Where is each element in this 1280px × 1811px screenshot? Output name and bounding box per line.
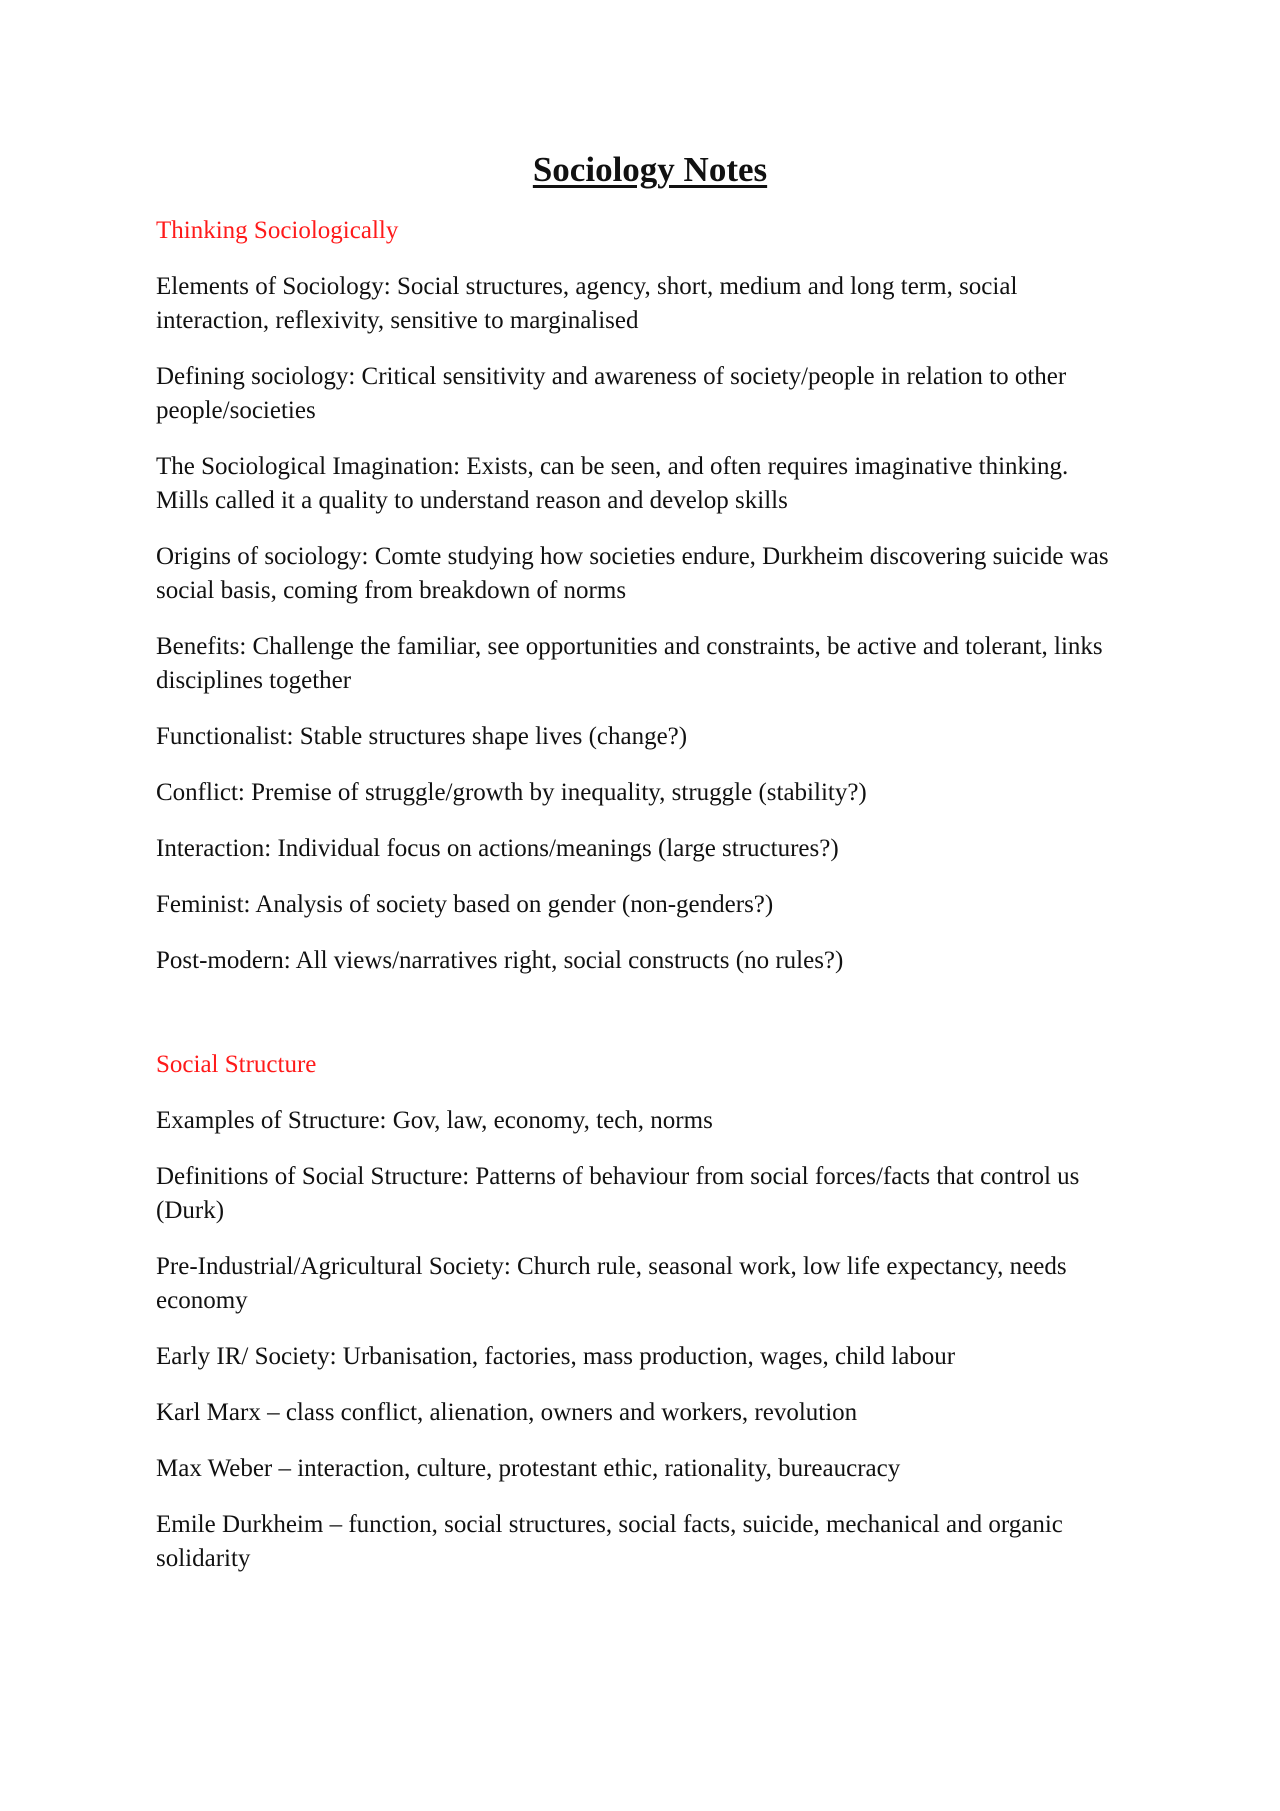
section-thinking-sociologically [156, 214, 1126, 978]
paragraph-conflict: Conflict: Premise of struggle/growth by inequality, struggle (stability?) [156, 779, 867, 807]
paragraph-post-modern: Post-modern: All views/narratives right, social constructs (no rules?) [156, 947, 844, 975]
paragraph-defining-sociology: Defining sociology: Critical sensitivity and awareness of society/people in relation to other people/societies [156, 363, 1067, 425]
section-heading: Thinking Sociologically [156, 217, 399, 245]
paragraph-examples-of-structure: Examples of Structure: Gov, law, economy, tech, norms [156, 1107, 713, 1135]
paragraph-sociological-imagination: The Sociological Imagination: Exists, can be seen, and often requires imaginative thinking. Mills called it a quality to understand reason and develop skills [156, 453, 1069, 515]
paragraph-max-weber: Max Weber – interaction, culture, protestant ethic, rationality, bureaucracy [156, 1455, 901, 1483]
paragraph-benefits: Benefits: Challenge the familiar, see opportunities and constraints, be active and tolerant, links disciplines together [156, 633, 1103, 695]
section-heading: Social Structure [156, 1051, 317, 1079]
paragraph-functionalist: Functionalist: Stable structures shape lives (change?) [156, 723, 688, 751]
page-title: Sociology Notes [532, 150, 768, 189]
paragraph-origins-of-sociology: Origins of sociology: Comte studying how societies endure, Durkheim discovering suicide was social basis, coming from breakdown of norms [156, 543, 1109, 605]
paragraph-emile-durkheim: Emile Durkheim – function, social structures, social facts, suicide, mechanical and organic solidarity [156, 1511, 1063, 1573]
paragraph-early-ir-society: Early IR/ Society: Urbanisation, factories, mass production, wages, child labour [156, 1343, 956, 1371]
paragraph-definitions-of-social-structure: Definitions of Social Structure: Patterns of behaviour from social forces/facts that control us (Durk) [156, 1163, 1080, 1225]
paragraph-elements-of-sociology: Elements of Sociology: Social structures, agency, short, medium and long term, social interaction, reflexivity, sensitive to marginalised [156, 273, 1018, 335]
paragraph-pre-industrial-society: Pre-Industrial/Agricultural Society: Church rule, seasonal work, low life expectancy, needs economy [156, 1253, 1067, 1315]
paragraph-karl-marx: Karl Marx – class conflict, alienation, owners and workers, revolution [156, 1399, 858, 1427]
paragraph-feminist: Feminist: Analysis of society based on gender (non-genders?) [156, 891, 774, 919]
paragraph-interaction: Interaction: Individual focus on actions/meanings (large structures?) [156, 835, 839, 863]
document-page [156, 150, 1126, 1598]
section-social-structure [156, 1048, 1126, 1576]
